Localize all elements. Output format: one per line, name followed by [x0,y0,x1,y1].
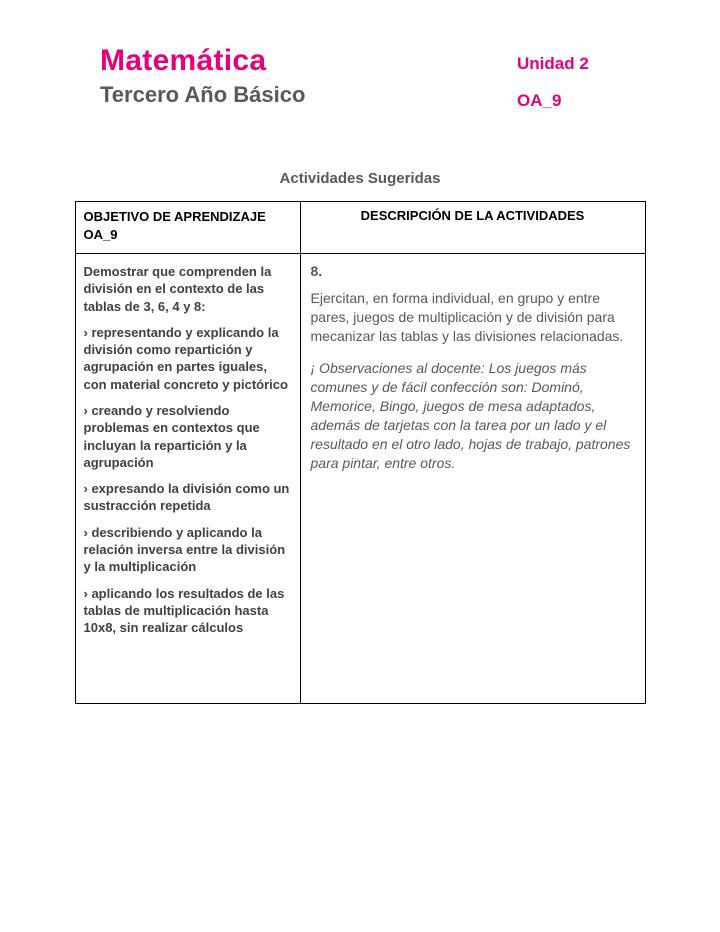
table-body-row [75,254,645,704]
activities-table-body [75,254,645,704]
activity-description: Ejercitan, en forma individual, en grupo y entre pares, juegos de multiplicación y de división para mecanizar las tablas y las divisiones relacionadas. [310,290,624,345]
table-header-row [75,202,645,254]
objective-bullet: › aplicando los resultados de las tablas de multiplicación hasta 10x8, sin realizar cálculos [83,585,285,636]
objective-column-header [75,202,300,254]
header-right [517,54,589,111]
objective-bullet: › representando y explicando la división como repartición y agrupación en partes iguales, con material concreto y pictórico [83,324,288,392]
oa-code-label: OA_9 [517,91,562,110]
objective-bullet: › expresando la división como un sustracción repetida [83,481,290,514]
subject-title: Matemática [100,44,267,77]
objective-column-header-line2: OA_9 [83,227,118,243]
description-column-header: DESCRIPCIÓN DE LA ACTIVIDADES [300,202,645,254]
objective-bullet: › describiendo y aplicando la relación inversa entre la división y la multiplicación [83,524,286,575]
objective-bullet: › creando y resolviendo problemas en contextos que incluyan la repartición y la agrupación [83,402,260,470]
unit-label: Unidad 2 [517,54,589,73]
objective-cell [75,254,300,704]
objective-column-header-line1: OBJETIVO DE APRENDIZAJE [83,209,266,224]
document-header [0,0,720,108]
section-title: Actividades Sugeridas [279,170,441,187]
grade-subtitle: Tercero Año Básico [100,82,306,107]
objective-intro: Demostrar que comprenden la división en el contexto de las tablas de 3, 6, 4 y 8: [83,264,272,314]
teacher-observations-note: ¡ Observaciones al docente: Los juegos más comunes y de fácil confección son: Dominó, Memorice, Bingo, juegos de mesa adaptados, además de tarjetas con la tarea por un lado y el resultado en el otro lado, hojas de trabajo, patrones para pintar, entre otros. [310,360,631,472]
activity-description-cell [300,254,645,704]
header-left [0,44,720,108]
activities-table [75,201,646,704]
activities-table-head [75,202,645,254]
activity-number: 8. [310,263,323,279]
